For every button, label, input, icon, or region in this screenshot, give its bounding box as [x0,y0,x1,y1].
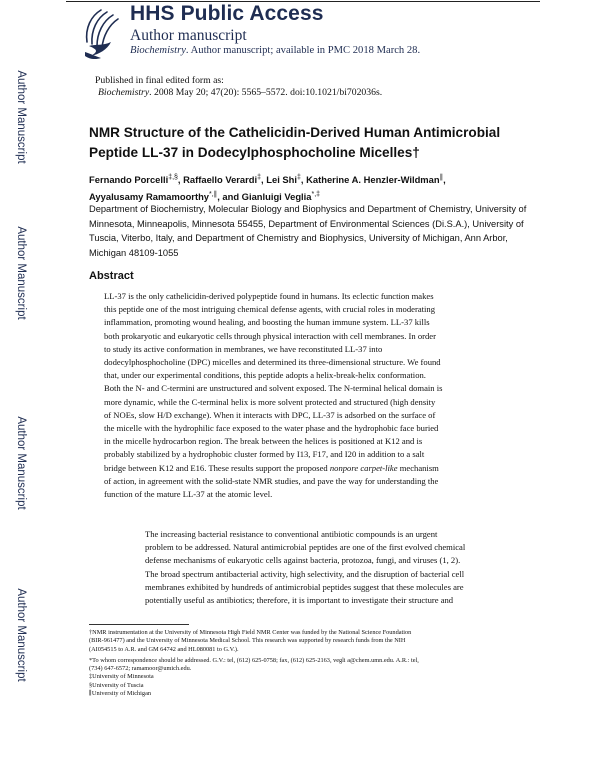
abstract-line: more dynamic, while the C-terminal helix is more solvent protected and structured (high density [104,396,436,407]
abstract-line: of NOEs, slow H/D exchange). When it interacts with DPC, LL-37 is adsorbed on the surface of [104,409,436,420]
author-sep: , [261,174,267,186]
footnote-line: (734) 647-6572; ramamoor@umich.edu. [89,665,192,673]
body-line: defense mechanisms of eukaryotic cells against bacteria, protozoa, fungi, and viruses (1, 2). [145,555,461,566]
article-title: NMR Structure of the Cathelicidin-Derived Human Antimicrobial Peptide LL-37 in Dodecylphosphocholine Micelles† [89,125,501,160]
pub-info-label: Published in final edited form as: [95,75,224,86]
header-subtitle: Author manuscript [130,27,247,44]
author-name: Fernando Porcelli [89,174,169,186]
header-title: HHS Public Access [130,2,324,25]
abstract-line: this peptide one of the most intriguing chemical defense agents, with crucial roles in moderating [104,304,436,315]
abstract-line: the micelle with the hydrophilic face exposed to the water phase and the hydrophobic face buried [104,423,439,434]
footnote-line: (BIR-961477) and the University of Minnesota Medical School. This research was supported by research funds from the NIH [89,637,406,645]
author-name: Raffaello Verardi [183,174,258,186]
publication-info [95,75,382,99]
side-label-4: Author Manuscript [15,588,27,682]
abstract-line: in the micelle hydrocarbon region. The break between the helices is positioned at K12 and is [104,436,423,447]
abstract-line: probably stabilized by a hydrophobic cluster formed by I13, F17, and I20 in addition to a salt [104,449,425,460]
affiliations: Department of Biochemistry, Molecular Biology and Biophysics and Department of Chemistry, University of Minnesota, Minneapolis, Minnesota 55455, Department of Environmental Sciences (Di.S.A.), University of Tuscia, Viterbo, Italy, and Department of Chemistry and Biophysics, University of Michigan, Ann Arbor, Michigan 48109-1055 [89,204,527,258]
abstract-line: of action, in agreement with the solid-state NMR studies, and pave the way for understanding the [104,475,439,486]
header-citation-text: . Author manuscript; available in PMC 2018 March 28. [185,45,421,56]
hhs-eagle-logo-icon [77,6,123,62]
abstract-line: bridge between K12 and E16. These results support the proposed nonpore carpet-like mechanism [104,462,439,473]
author-sup: ‡,§ [168,174,178,181]
header-citation [130,45,420,56]
footnotes [89,629,529,698]
body-line: The increasing bacterial resistance to conventional antibiotic compounds is an urgent [145,529,438,539]
abstract-line: Both the N- and C-termini are unstructured and solvent exposed. The N-terminal helical domain is [104,383,443,394]
footnote-line: (AI054515 to A.R. and GM 64742 and HL080081 to G.V.). [89,645,239,653]
footnote-line: ‡University of Minnesota [89,673,154,681]
author-sup: ‡ [257,174,262,181]
author-sep: , [300,174,307,186]
abstract-line: function of the mature LL-37 at the atomic level. [104,489,273,500]
author-sep: , [443,174,446,186]
author-sep: , and [217,191,242,203]
body-line: The broad spectrum antibacterial activity, high selectivity, and the disruption of bacterial cell [145,568,465,579]
emphasis-term: nonpore carpet-like [329,462,398,473]
footnote-line: §University of Tuscia [89,681,144,689]
pub-info-journal: Biochemistry [98,87,150,98]
abstract-line: LL-37 is the only cathelicidin-derived polypeptide found in humans. Its eclectic function makes [104,291,434,301]
abstract-line: both prokaryotic and eukaryotic cells through physical interaction with cell membranes. In order [104,330,436,341]
abstract-line: inflammation, promoting wound healing, and boosting the human immune system. LL-37 kills [104,317,430,328]
author-name: Katherine A. Henzler-Wildman [306,174,440,186]
side-label-3: Author Manuscript [15,416,27,510]
author-sup: *,‡ [311,191,321,199]
footnote-line: *To whom correspondence should be addressed. G.V.: tel, (612) 625-0758; fax, (612) 625-2163, vegli a@chem.umn.edu. A.R.: tel, [89,656,419,664]
header-journal: Biochemistry [130,45,186,56]
abstract-line: dodecylphosphocholine (DPC) micelles and determined its three-dimensional structure. We found [104,357,441,368]
author-sup: *,∥ [209,191,218,199]
author-sup: ‡ [297,174,301,181]
pub-info-citation [95,87,382,99]
side-label-2: Author Manuscript [15,226,27,320]
author-name: Ayyalusamy Ramamoorthy [89,191,210,203]
abstract-heading: Abstract [89,270,134,282]
body-paragraph [145,528,525,607]
side-label-1: Author Manuscript [15,70,27,164]
abstract-line: to study its active conformation in membranes, we have reconstituted LL-37 into [104,343,383,354]
author-name: Lei Shi [266,174,297,186]
footnote-rule [89,624,189,625]
abstract-line: that, under our experimental conditions, this peptide adopts a helix-break-helix conformation. [104,370,426,381]
author-list [89,170,519,204]
body-line: problem to be addressed. Natural antimicrobial peptides are one of the first evolved chemical [145,542,466,553]
abstract-text [104,290,524,501]
author-sep: , [177,174,184,186]
body-line: potentially useful as antibiotics; therefore, it is important to investigate their structure and [145,595,454,606]
pub-info-citation-text: . 2008 May 20; 47(20): 5565–5572. doi:10.1021/bi702036s. [149,87,383,98]
footnote-line: †NMR instrumentation at the University of Minnesota High Field NMR Center was funded by the National Science Foundation [89,629,412,636]
author-name: Gianluigi Veglia [241,191,312,203]
footnote-line: ∥University of Michigan [89,690,152,698]
author-sup: ∥ [439,174,444,181]
body-line: membranes exhibited by hundreds of antimicrobial peptides suggest that these molecules are [145,581,464,592]
